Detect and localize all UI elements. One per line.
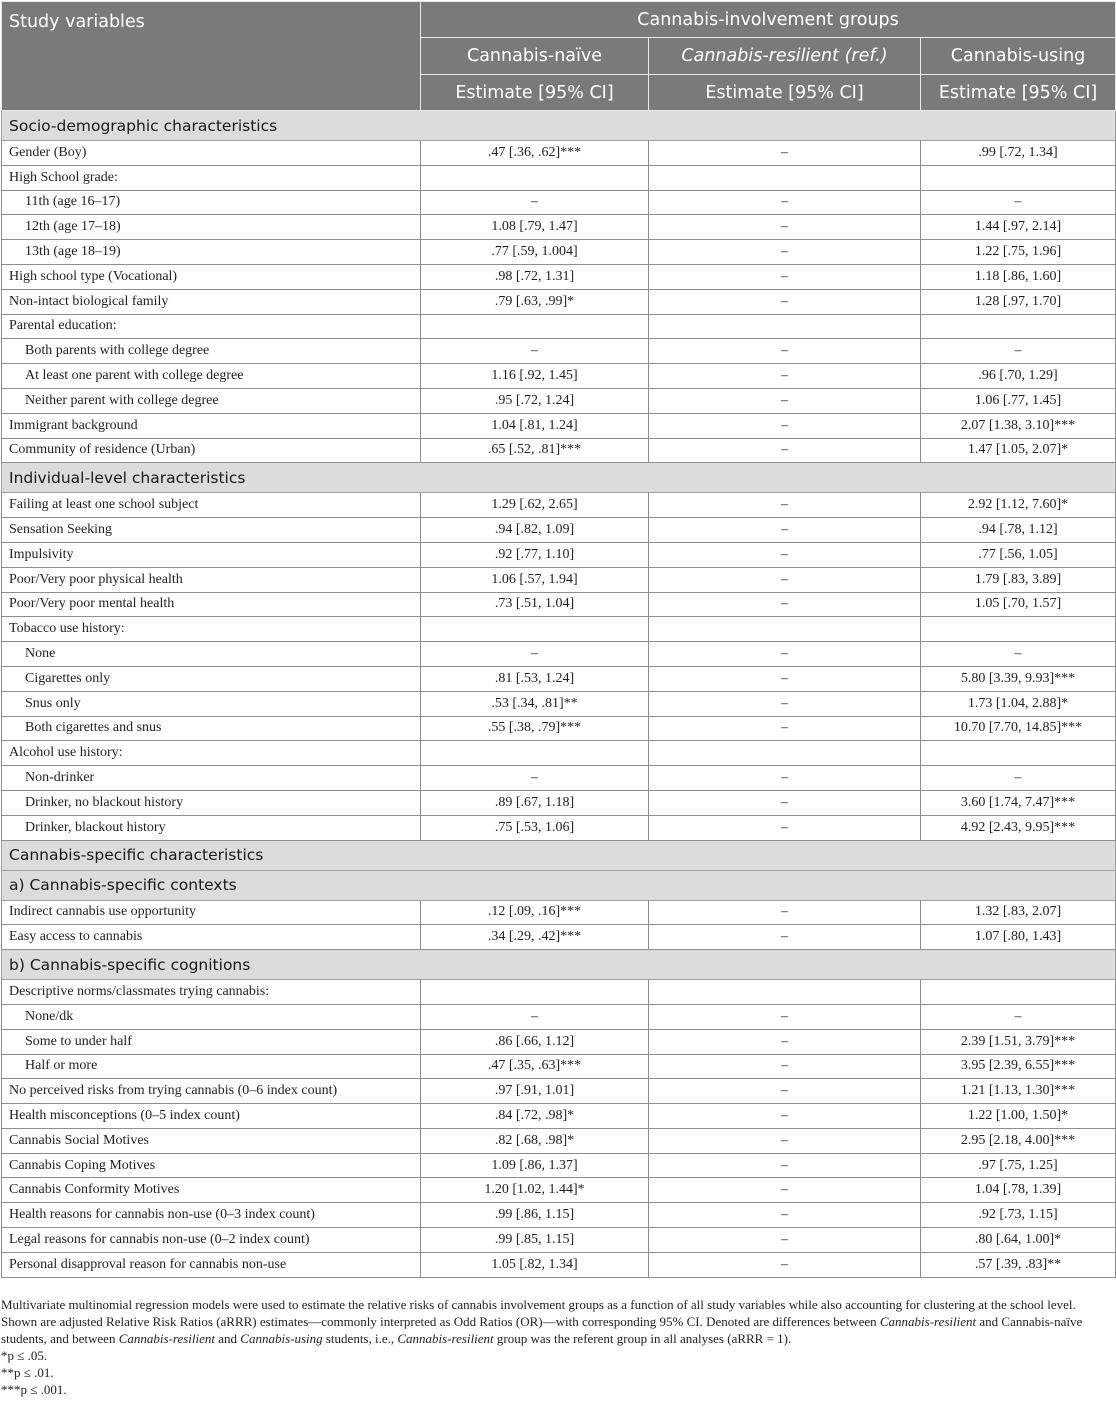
using-estimate: 3.95 [2.39, 6.55]*** — [921, 1054, 1116, 1079]
naive-estimate: .47 [.35, .63]*** — [421, 1054, 649, 1079]
resilient-estimate: – — [649, 264, 921, 289]
section-title: a) Cannabis-specific contexts — [2, 870, 1116, 900]
using-estimate: 1.18 [.86, 1.60] — [921, 264, 1116, 289]
resilient-estimate: – — [649, 642, 921, 667]
using-estimate: .94 [.78, 1.12] — [921, 518, 1116, 543]
resilient-estimate: – — [649, 1104, 921, 1129]
row-label: 13th (age 18–19) — [2, 240, 421, 265]
resilient-estimate: – — [649, 493, 921, 518]
resilient-estimate: – — [649, 1054, 921, 1079]
row-label: Community of residence (Urban) — [2, 438, 421, 463]
row-label: Indirect cannabis use opportunity — [2, 900, 421, 925]
table-row — [2, 1104, 1116, 1129]
note-p01: **p ≤ .01. — [1, 1365, 54, 1380]
resilient-estimate: – — [649, 289, 921, 314]
using-estimate: 1.28 [.97, 1.70] — [921, 289, 1116, 314]
row-label: At least one parent with college degree — [2, 364, 421, 389]
table-row — [2, 567, 1116, 592]
resilient-estimate: – — [649, 388, 921, 413]
row-label: Descriptive norms/classmates trying cannabis: — [2, 980, 421, 1005]
row-label: Non-intact biological family — [2, 289, 421, 314]
results-table — [1, 1, 1116, 1278]
table-row — [2, 438, 1116, 463]
table-row — [2, 666, 1116, 691]
using-estimate: 2.92 [1.12, 7.60]* — [921, 493, 1116, 518]
row-label: Immigrant background — [2, 413, 421, 438]
naive-estimate: 1.04 [.81, 1.24] — [421, 413, 649, 438]
naive-estimate: – — [421, 339, 649, 364]
row-label: Cannabis Conformity Motives — [2, 1178, 421, 1203]
section-header-row — [2, 870, 1116, 900]
header-groups: Cannabis-involvement groups — [421, 2, 1116, 38]
naive-estimate: 1.08 [.79, 1.47] — [421, 215, 649, 240]
using-estimate: – — [921, 1004, 1116, 1029]
row-label: Drinker, no blackout history — [2, 790, 421, 815]
naive-estimate: 1.16 [.92, 1.45] — [421, 364, 649, 389]
naive-estimate: .95 [.72, 1.24] — [421, 388, 649, 413]
resilient-estimate: – — [649, 790, 921, 815]
naive-estimate: .82 [.68, .98]* — [421, 1128, 649, 1153]
naive-estimate: 1.29 [.62, 2.65] — [421, 493, 649, 518]
using-estimate: – — [921, 190, 1116, 215]
naive-estimate — [421, 314, 649, 339]
naive-estimate: .99 [.85, 1.15] — [421, 1228, 649, 1253]
resilient-estimate — [649, 165, 921, 190]
row-label: Health reasons for cannabis non-use (0–3 index count) — [2, 1203, 421, 1228]
table-row — [2, 790, 1116, 815]
resilient-estimate: – — [649, 364, 921, 389]
using-estimate: 1.04 [.78, 1.39] — [921, 1178, 1116, 1203]
row-label: Impulsivity — [2, 542, 421, 567]
note-main: Multivariate multinomial regression models were used to estimate the relative risks of cannabis involvement groups as a function of all study variables while also accounting for clustering at the school level. Shown are adjusted Relative Risk Ratios (aRRR) estimates—commonly interpreted as Odd Ratios (OR)—with corresponding 95% CI. Denoted are differences between Cannabis-resilient and Cannabis-naïve students, and between Cannabis-resilient and Cannabis-using students, i.e., Cannabis-resilient group was the referent group in all analyses (aRRR = 1). — [1, 1297, 1083, 1346]
using-estimate: .92 [.73, 1.15] — [921, 1203, 1116, 1228]
header-col-naive: Cannabis-naïve — [421, 38, 649, 75]
resilient-estimate: – — [649, 413, 921, 438]
using-estimate: 1.47 [1.05, 2.07]* — [921, 438, 1116, 463]
table-row — [2, 493, 1116, 518]
resilient-estimate: – — [649, 1128, 921, 1153]
using-estimate: .77 [.56, 1.05] — [921, 542, 1116, 567]
table-row — [2, 925, 1116, 950]
using-estimate: 1.06 [.77, 1.45] — [921, 388, 1116, 413]
using-estimate: .99 [.72, 1.34] — [921, 141, 1116, 166]
table-body — [2, 111, 1116, 1278]
using-estimate: 2.07 [1.38, 3.10]*** — [921, 413, 1116, 438]
row-label: Poor/Very poor mental health — [2, 592, 421, 617]
resilient-estimate — [649, 980, 921, 1005]
header-estimate-resilient: Estimate [95% CI] — [649, 75, 921, 111]
using-estimate — [921, 165, 1116, 190]
naive-estimate: .53 [.34, .81]** — [421, 691, 649, 716]
header-estimate-naive: Estimate [95% CI] — [421, 75, 649, 111]
naive-estimate: .89 [.67, 1.18] — [421, 790, 649, 815]
naive-estimate: .81 [.53, 1.24] — [421, 666, 649, 691]
section-header-row — [2, 463, 1116, 493]
row-label: Neither parent with college degree — [2, 388, 421, 413]
naive-estimate: .79 [.63, .99]* — [421, 289, 649, 314]
naive-estimate: .47 [.36, .62]*** — [421, 141, 649, 166]
naive-estimate — [421, 617, 649, 642]
row-label: Cannabis Coping Motives — [2, 1153, 421, 1178]
row-label: Tobacco use history: — [2, 617, 421, 642]
naive-estimate: .86 [.66, 1.12] — [421, 1029, 649, 1054]
header-col-resilient: Cannabis-resilient (ref.) — [649, 38, 921, 75]
using-estimate: 1.05 [.70, 1.57] — [921, 592, 1116, 617]
table-row — [2, 592, 1116, 617]
row-label: Cigarettes only — [2, 666, 421, 691]
table-row — [2, 388, 1116, 413]
table-row — [2, 339, 1116, 364]
table-row — [2, 1079, 1116, 1104]
table-row — [2, 240, 1116, 265]
table-row — [2, 980, 1116, 1005]
table-row — [2, 1178, 1116, 1203]
resilient-estimate: – — [649, 592, 921, 617]
naive-estimate — [421, 165, 649, 190]
table-row — [2, 691, 1116, 716]
row-label: Non-drinker — [2, 766, 421, 791]
resilient-estimate: – — [649, 542, 921, 567]
resilient-estimate: – — [649, 1153, 921, 1178]
resilient-estimate: – — [649, 815, 921, 840]
using-estimate: 1.73 [1.04, 2.88]* — [921, 691, 1116, 716]
table-row — [2, 900, 1116, 925]
using-estimate — [921, 314, 1116, 339]
table-row — [2, 215, 1116, 240]
section-title: Socio-demographic characteristics — [2, 111, 1116, 141]
naive-estimate: .99 [.86, 1.15] — [421, 1203, 649, 1228]
naive-estimate: 1.20 [1.02, 1.44]* — [421, 1178, 649, 1203]
table-row — [2, 642, 1116, 667]
row-label: Cannabis Social Motives — [2, 1128, 421, 1153]
section-title: Cannabis-specific characteristics — [2, 840, 1116, 870]
table-row — [2, 413, 1116, 438]
using-estimate: – — [921, 766, 1116, 791]
row-label: Personal disapproval reason for cannabis non-use — [2, 1252, 421, 1277]
resilient-estimate: – — [649, 141, 921, 166]
resilient-estimate: – — [649, 716, 921, 741]
row-label: Both cigarettes and snus — [2, 716, 421, 741]
naive-estimate: .77 [.59, 1.004] — [421, 240, 649, 265]
table-row — [2, 1252, 1116, 1277]
table-row — [2, 542, 1116, 567]
table-row — [2, 518, 1116, 543]
table-row — [2, 716, 1116, 741]
header-study-variables: Study variables — [2, 2, 421, 111]
using-estimate: .57 [.39, .83]** — [921, 1252, 1116, 1277]
row-label: Failing at least one school subject — [2, 493, 421, 518]
naive-estimate: .92 [.77, 1.10] — [421, 542, 649, 567]
table-row — [2, 1004, 1116, 1029]
table-row — [2, 364, 1116, 389]
note-p001: ***p ≤ .001. — [1, 1382, 67, 1397]
resilient-estimate — [649, 617, 921, 642]
section-title: Individual-level characteristics — [2, 463, 1116, 493]
table-row — [2, 815, 1116, 840]
using-estimate — [921, 980, 1116, 1005]
resilient-estimate: – — [649, 240, 921, 265]
resilient-estimate: – — [649, 1228, 921, 1253]
using-estimate: 4.92 [2.43, 9.95]*** — [921, 815, 1116, 840]
using-estimate: 2.95 [2.18, 4.00]*** — [921, 1128, 1116, 1153]
row-label: Sensation Seeking — [2, 518, 421, 543]
naive-estimate: .73 [.51, 1.04] — [421, 592, 649, 617]
using-estimate: 1.22 [1.00, 1.50]* — [921, 1104, 1116, 1129]
table-row — [2, 141, 1116, 166]
resilient-estimate: – — [649, 766, 921, 791]
resilient-estimate: – — [649, 190, 921, 215]
naive-estimate: .84 [.72, .98]* — [421, 1104, 649, 1129]
resilient-estimate — [649, 314, 921, 339]
naive-estimate: .94 [.82, 1.09] — [421, 518, 649, 543]
row-label: High school type (Vocational) — [2, 264, 421, 289]
table-row — [2, 617, 1116, 642]
table-row — [2, 190, 1116, 215]
row-label: Poor/Very poor physical health — [2, 567, 421, 592]
using-estimate: 1.79 [.83, 3.89] — [921, 567, 1116, 592]
table-row — [2, 741, 1116, 766]
row-label: Easy access to cannabis — [2, 925, 421, 950]
row-label: 12th (age 17–18) — [2, 215, 421, 240]
row-label: Snus only — [2, 691, 421, 716]
row-label: High School grade: — [2, 165, 421, 190]
resilient-estimate: – — [649, 666, 921, 691]
table-header — [2, 2, 1116, 111]
section-header-row — [2, 950, 1116, 980]
section-title: b) Cannabis-specific cognitions — [2, 950, 1116, 980]
section-header-row — [2, 111, 1116, 141]
naive-estimate: .55 [.38, .79]*** — [421, 716, 649, 741]
resilient-estimate: – — [649, 900, 921, 925]
using-estimate: 3.60 [1.74, 7.47]*** — [921, 790, 1116, 815]
row-label: Drinker, blackout history — [2, 815, 421, 840]
resilient-estimate: – — [649, 518, 921, 543]
naive-estimate: 1.05 [.82, 1.34] — [421, 1252, 649, 1277]
row-label: Alcohol use history: — [2, 741, 421, 766]
row-label: None — [2, 642, 421, 667]
using-estimate: .97 [.75, 1.25] — [921, 1153, 1116, 1178]
naive-estimate: .34 [.29, .42]*** — [421, 925, 649, 950]
naive-estimate: .65 [.52, .81]*** — [421, 438, 649, 463]
using-estimate: 1.07 [.80, 1.43] — [921, 925, 1116, 950]
using-estimate: 2.39 [1.51, 3.79]*** — [921, 1029, 1116, 1054]
section-header-row — [2, 840, 1116, 870]
using-estimate — [921, 617, 1116, 642]
using-estimate: 10.70 [7.70, 14.85]*** — [921, 716, 1116, 741]
resilient-estimate: – — [649, 925, 921, 950]
using-estimate: 5.80 [3.39, 9.93]*** — [921, 666, 1116, 691]
table-notes — [1, 1296, 1113, 1398]
note-p05: *p ≤ .05. — [1, 1348, 48, 1363]
using-estimate: .96 [.70, 1.29] — [921, 364, 1116, 389]
table-row — [2, 1029, 1116, 1054]
naive-estimate: .97 [.91, 1.01] — [421, 1079, 649, 1104]
resilient-estimate: – — [649, 1079, 921, 1104]
naive-estimate: – — [421, 642, 649, 667]
row-label: None/dk — [2, 1004, 421, 1029]
row-label: Some to under half — [2, 1029, 421, 1054]
row-label: Gender (Boy) — [2, 141, 421, 166]
resilient-estimate: – — [649, 1004, 921, 1029]
using-estimate — [921, 741, 1116, 766]
resilient-estimate: – — [649, 1029, 921, 1054]
resilient-estimate: – — [649, 215, 921, 240]
header-col-using: Cannabis-using — [921, 38, 1116, 75]
using-estimate: 1.44 [.97, 2.14] — [921, 215, 1116, 240]
naive-estimate: – — [421, 1004, 649, 1029]
row-label: Both parents with college degree — [2, 339, 421, 364]
resilient-estimate — [649, 741, 921, 766]
naive-estimate — [421, 741, 649, 766]
using-estimate: 1.32 [.83, 2.07] — [921, 900, 1116, 925]
resilient-estimate: – — [649, 438, 921, 463]
table-row — [2, 1228, 1116, 1253]
table-row — [2, 264, 1116, 289]
row-label: 11th (age 16–17) — [2, 190, 421, 215]
naive-estimate: .12 [.09, .16]*** — [421, 900, 649, 925]
using-estimate: – — [921, 339, 1116, 364]
resilient-estimate: – — [649, 339, 921, 364]
row-label: Half or more — [2, 1054, 421, 1079]
header-estimate-using: Estimate [95% CI] — [921, 75, 1116, 111]
resilient-estimate: – — [649, 1178, 921, 1203]
naive-estimate: 1.09 [.86, 1.37] — [421, 1153, 649, 1178]
using-estimate: – — [921, 642, 1116, 667]
table-row — [2, 1203, 1116, 1228]
table-row — [2, 766, 1116, 791]
resilient-estimate: – — [649, 1252, 921, 1277]
using-estimate: 1.22 [.75, 1.96] — [921, 240, 1116, 265]
naive-estimate: .98 [.72, 1.31] — [421, 264, 649, 289]
table-row — [2, 289, 1116, 314]
naive-estimate: 1.06 [.57, 1.94] — [421, 567, 649, 592]
row-label: Legal reasons for cannabis non-use (0–2 index count) — [2, 1228, 421, 1253]
using-estimate: .80 [.64, 1.00]* — [921, 1228, 1116, 1253]
naive-estimate: .75 [.53, 1.06] — [421, 815, 649, 840]
table-row — [2, 314, 1116, 339]
row-label: No perceived risks from trying cannabis (0–6 index count) — [2, 1079, 421, 1104]
resilient-estimate: – — [649, 691, 921, 716]
resilient-estimate: – — [649, 1203, 921, 1228]
table-row — [2, 1054, 1116, 1079]
naive-estimate: – — [421, 766, 649, 791]
naive-estimate — [421, 980, 649, 1005]
table-row — [2, 1153, 1116, 1178]
using-estimate: 1.21 [1.13, 1.30]*** — [921, 1079, 1116, 1104]
row-label: Parental education: — [2, 314, 421, 339]
resilient-estimate: – — [649, 567, 921, 592]
naive-estimate: – — [421, 190, 649, 215]
table-row — [2, 165, 1116, 190]
row-label: Health misconceptions (0–5 index count) — [2, 1104, 421, 1129]
table-row — [2, 1128, 1116, 1153]
